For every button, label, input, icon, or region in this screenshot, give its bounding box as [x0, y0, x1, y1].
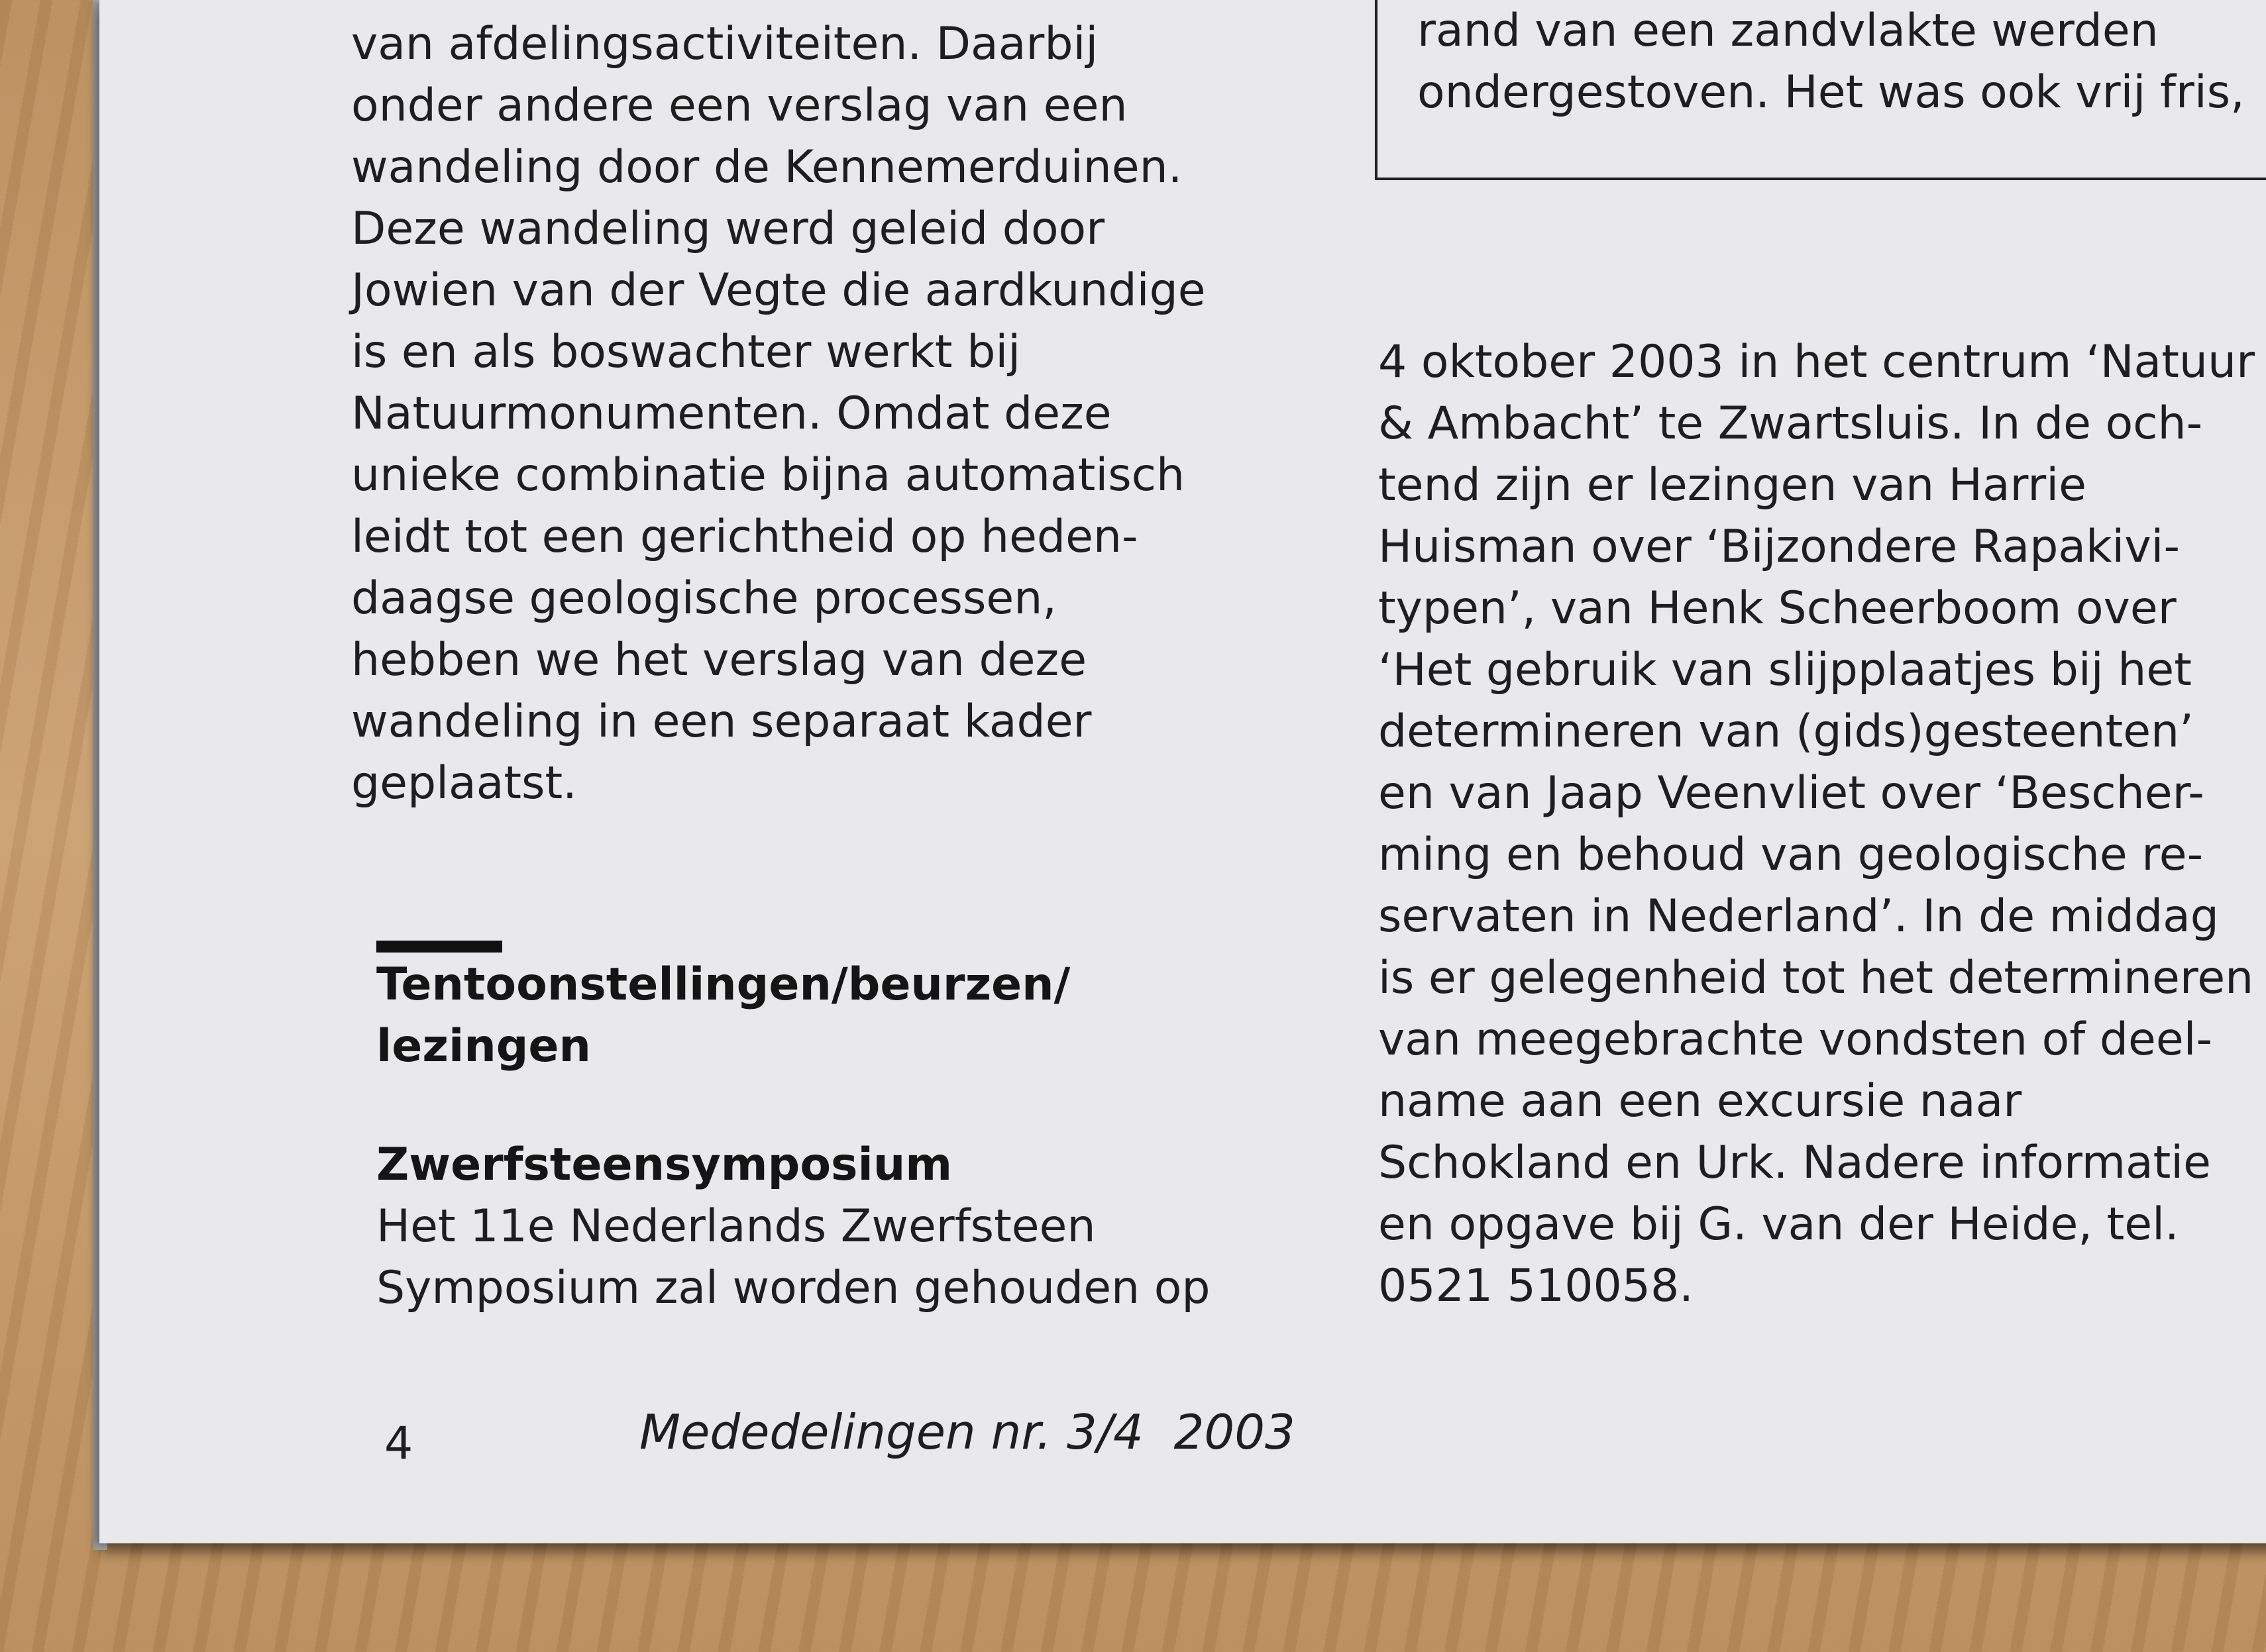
footer-journal-title: Mededelingen nr. 3/4 2003 — [639, 1404, 1295, 1460]
section-body: Het 11e Nederlands Zwerfsteen Symposium zal worden gehouden op — [376, 1200, 1211, 1314]
right-column — [1378, 331, 2266, 1317]
section-rule — [376, 941, 502, 953]
page-number: 4 — [384, 1418, 413, 1470]
boxed-excerpt-text: rand van een zandvlakte werden ondergestoven. Het was ook vrij fris, — [1417, 5, 2245, 119]
right-column-paragraph: 4 oktober 2003 in het centrum ‘Natuur & Ambacht’ te Zwartsluis. In de och- tend zijn er lezingen van Harrie Huisman over ‘Bijzondere Rapakivi- typen’, van Henk Scheerboom over ‘Het gebruik van slijpplaatjes bij het determineren van (gids)gesteenten’ en van Jaap Veenvliet over ‘Bescher- ming en behoud van geologische re- servaten in Nederland’. In de middag is er gelegenheid tot het determineren van meegebrachte vondsten of deel- name aan een excursie naar Schokland en Urk. Nadere informatie en opgave bij G. van der Heide, tel. 0521 510058. — [1378, 336, 2255, 1312]
left-column-paragraph: van afdelingsactiviteiten. Daarbij onder andere een verslag van een wandeling door de Kennemerduinen. Deze wandeling werd geleid door Jowien van der Vegte die aardkundige is en als boswachter werkt bij Natuurmonumenten. Omdat deze unieke combinatie bijna automatisch leidt tot een gerichtheid op heden- daagse geologische processen, hebben we het verslag van deze wandeling in een separaat kader geplaatst. — [351, 18, 1206, 809]
section-heading: Tentoonstellingen/beurzen/ lezingen — [376, 958, 1071, 1072]
left-column — [351, 13, 1299, 814]
magazine-page — [99, 0, 2266, 1543]
boxed-excerpt-frame — [1375, 0, 2266, 180]
section-subheading: Zwerfsteensymposium — [376, 1139, 953, 1191]
